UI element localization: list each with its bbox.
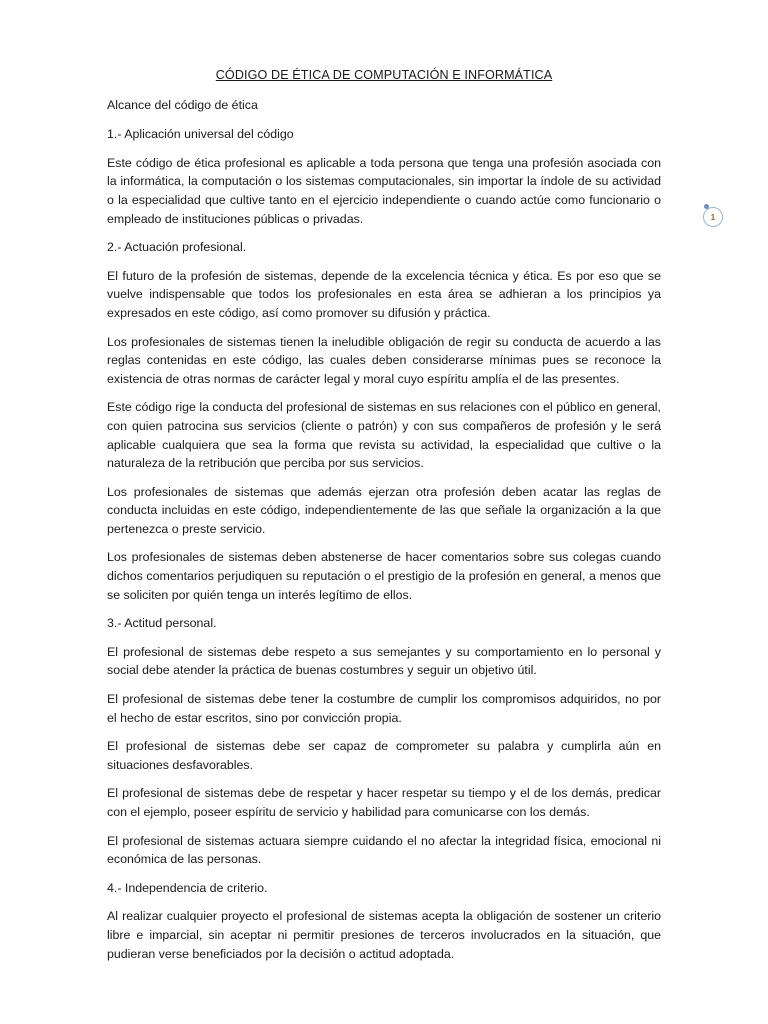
paragraph: Al realizar cualquier proyecto el profesional de sistemas acepta la obligación de sostener un criterio libre e imparcial, sin aceptar ni permitir presiones de terceros involucrados en la situación, que pudieran verse beneficiados por la decisión o actitud adoptada.	[107, 909, 661, 961]
paragraph: Este código de ética profesional es aplicable a toda persona que tenga una profesión asociada con la informática, la computación o los sistemas computacionales, sin importar la índole de su actividad o la especialidad que cultive tanto en el ejercicio independiente o cuando actúe como funcionario o empleado de instituciones públicas o privadas.	[107, 155, 661, 226]
section-3	[107, 614, 661, 869]
section-1	[107, 125, 661, 228]
paragraph: El futuro de la profesión de sistemas, depende de la excelencia técnica y ética. Es por eso que se vuelve indispensable que todos los profesionales en esta área se adhieran a los principios ya expresados en este código, así como promover su difusión y práctica.	[107, 268, 661, 320]
section-heading: 3.- Actitud personal.	[107, 616, 217, 631]
document-title: CÓDIGO DE ÉTICA DE COMPUTACIÓN E INFORMÁTICA	[215, 68, 553, 82]
paragraph: El profesional de sistemas actuara siempre cuidando el no afectar la integridad física, emocional ni económica de las personas.	[107, 833, 661, 867]
paragraph: Este código rige la conducta del profesional de sistemas en sus relaciones con el público en general, con quien patrocina sus servicios (cliente o patrón) y con sus compañeros de profesión y le será aplicable cualquiera que sea la forma que revista su actividad, la especialidad que cultive o la naturaleza de la retribución que perciba por sus servicios.	[107, 400, 661, 471]
section-heading: 1.- Aplicación universal del código	[107, 127, 294, 142]
section-heading: 2.- Actuación profesional.	[107, 240, 247, 255]
paragraph: El profesional de sistemas debe tener la costumbre de cumplir los compromisos adquiridos, no por el hecho de estar escritos, sino por convicción propia.	[107, 692, 661, 725]
section-4	[107, 879, 661, 963]
paragraph: Los profesionales de sistemas deben abstenerse de hacer comentarios sobre sus colegas cuando dichos comentarios perjudiquen su reputación o el prestigio de la profesión en general, a menos que se soliciten por quién tenga un interés legítimo de ellos.	[107, 550, 661, 602]
paragraph: El profesional de sistemas debe de respetar y hacer respetar su tiempo y el de los demás, predicar con el ejemplo, poseer espíritu de servicio y habilidad para comunicarse con los demás.	[107, 786, 661, 819]
paragraph: El profesional de sistemas debe ser capaz de comprometer su palabra y cumplirla aún en situaciones desfavorables.	[107, 739, 661, 772]
document-page	[107, 58, 661, 973]
section-heading: 4.- Independencia de criterio.	[107, 880, 268, 895]
paragraph: El profesional de sistemas debe respeto a sus semejantes y su comportamiento en lo personal y social debe atender la práctica de buenas costumbres y seguir un objetivo útil.	[107, 644, 661, 678]
scope-label: Alcance del código de ética	[107, 97, 258, 112]
section-2	[107, 238, 661, 604]
page-number-badge: 1	[703, 207, 723, 227]
paragraph: Los profesionales de sistemas que además ejerzan otra profesión deben acatar las reglas de conducta incluidas en este código, independientemente de las que señale la organización a la que pertenezca o preste servicio.	[107, 484, 661, 536]
paragraph: Los profesionales de sistemas tienen la ineludible obligación de regir su conducta de acuerdo a las reglas contenidas en este código, las cuales deben considerarse mínimas pues se reconoce la existencia de otras normas de carácter legal y moral cuyo espíritu amplía el de las presentes.	[107, 334, 661, 386]
